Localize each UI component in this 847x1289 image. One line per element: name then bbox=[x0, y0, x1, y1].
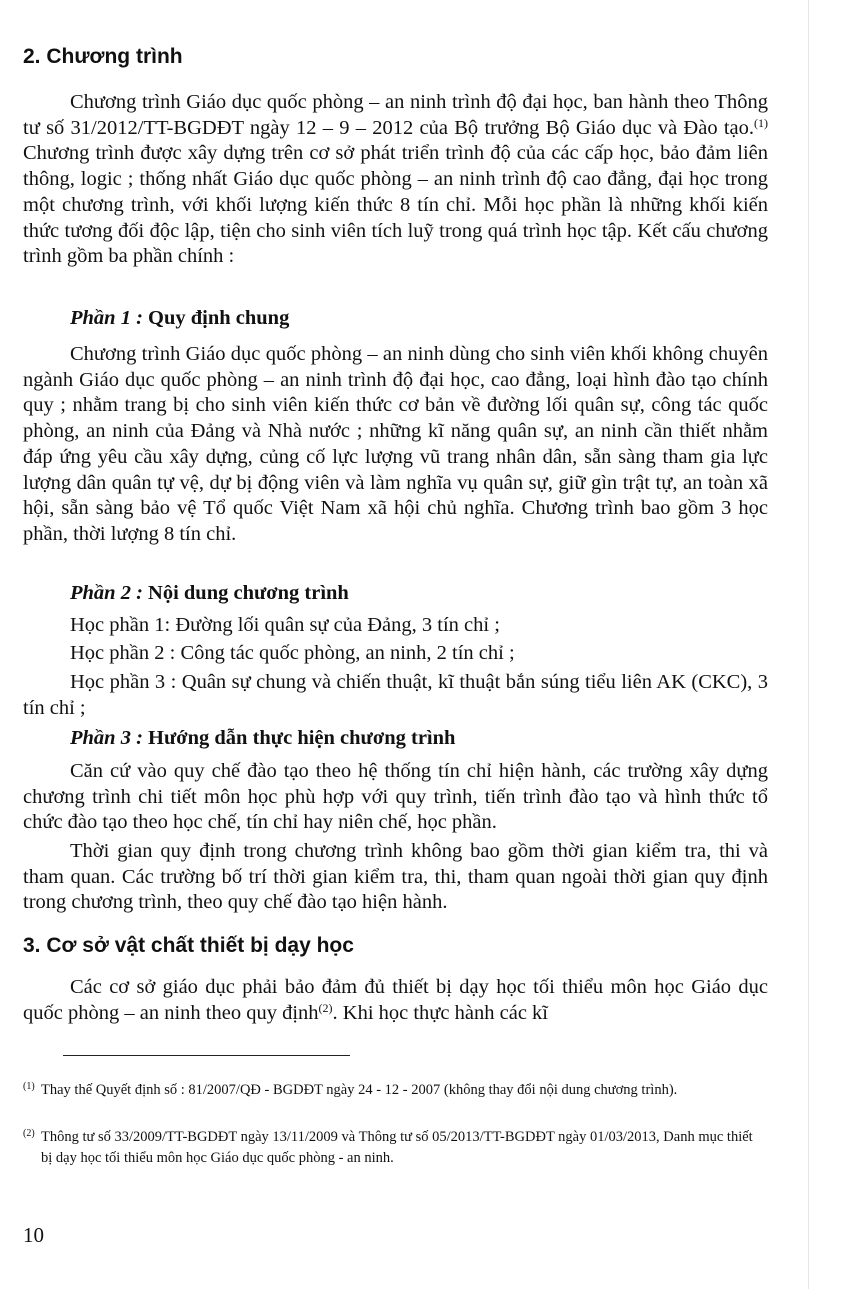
part2-module-1: Học phần 1: Đường lối quân sự của Đảng, 3 tín chỉ ; bbox=[70, 614, 500, 636]
program-intro-text-b: Chương trình được xây dựng trên cơ sở phát triển trình độ của các cấp học, bảo đảm liên thông, logic ; thống nhất Giáo dục quốc phòng – an ninh trình độ cao đẳng, đại học trong một chương trình, với khối lượng kiến thức 8 tín chỉ. Mỗi học phần là những khối kiến thức tương đối độc lập, tiện cho sinh viên tích luỹ trong quá trình học tập. Kết cấu chương trình gồm ba phần chính : bbox=[23, 142, 768, 268]
footnote-ref-1: (1) bbox=[754, 115, 768, 130]
footnote-1-mark: (1) bbox=[23, 1081, 35, 1092]
part2-module-3: Học phần 3 : Quân sự chung và chiến thuật, kĩ thuật bắn súng tiểu liên AK (CKC), 3 tín chỉ ; bbox=[23, 671, 768, 719]
part3-heading bbox=[70, 726, 455, 752]
section-heading-program: 2. Chương trình bbox=[23, 45, 183, 68]
facilities-paragraph bbox=[23, 975, 768, 1026]
scan-edge-line bbox=[808, 0, 809, 1289]
part2-heading bbox=[70, 581, 349, 607]
footnote-1 bbox=[23, 1080, 765, 1101]
part3-label: Phần 3 : bbox=[70, 727, 143, 749]
footnote-divider bbox=[63, 1055, 350, 1056]
footnote-2-text: Thông tư số 33/2009/TT-BGDĐT ngày 13/11/2009 và Thông tư số 05/2013/TT-BGDĐT ngày 01/03/2013, Danh mục thiết bị dạy học tối thiểu môn học Giáo dục quốc phòng - an ninh. bbox=[41, 1129, 753, 1166]
part3-title: Hướng dẫn thực hiện chương trình bbox=[142, 727, 456, 749]
part2-title: Nội dung chương trình bbox=[142, 582, 349, 604]
page-number: 10 bbox=[23, 1223, 44, 1247]
facilities-text-a: Các cơ sở giáo dục phải bảo đảm đủ thiết bị dạy học tối thiểu môn học Giáo dục quốc phòng – an ninh theo quy định bbox=[23, 976, 768, 1024]
part3-paragraph-1: Căn cứ vào quy chế đào tạo theo hệ thống tín chỉ hiện hành, các trường xây dựng chương trình chi tiết môn học phù hợp với quy trình, tiến trình đào tạo và hình thức tổ chức đào tạo theo học chế, tín chỉ hay niên chế, học phần. bbox=[23, 760, 768, 834]
part2-module-2: Học phần 2 : Công tác quốc phòng, an ninh, 2 tín chỉ ; bbox=[70, 642, 515, 664]
program-intro-text-a: Chương trình Giáo dục quốc phòng – an ninh trình độ đại học, ban hành theo Thông tư số 31/2012/TT-BGDĐT ngày 12 – 9 – 2012 của Bộ trưởng Bộ Giáo dục và Đào tạo. bbox=[23, 91, 768, 139]
footnote-2-mark: (2) bbox=[23, 1128, 35, 1139]
footnote-2 bbox=[23, 1127, 765, 1169]
facilities-text-b: . Khi học thực hành các kĩ bbox=[332, 1001, 548, 1024]
part3-paragraph-2: Thời gian quy định trong chương trình không bao gồm thời gian kiểm tra, thi và tham quan. Các trường bố trí thời gian kiểm tra, thi, tham quan ngoài thời gian quy định trong chương trình, theo quy chế đào tạo hiện hành. bbox=[23, 840, 768, 914]
part1-paragraph: Chương trình Giáo dục quốc phòng – an ninh dùng cho sinh viên khối không chuyên ngành Giáo dục quốc phòng – an ninh trình độ đại học, cao đẳng, loại hình đào tạo chính quy ; nhằm trang bị cho sinh viên kiến thức cơ bản về đường lối quân sự, công tác quốc phòng, an ninh của Đảng và Nhà nước ; những kĩ năng quân sự, an ninh cần thiết nhằm đáp ứng yêu cầu xây dựng, củng cố lực lượng vũ trang nhân dân, sẵn sàng tham gia lực lượng dân quân tự vệ, dự bị động viên và làm nghĩa vụ quân sự, giữ gìn trật tự, an toàn xã hội, sẵn sàng bảo vệ Tổ quốc Việt Nam xã hội chủ nghĩa. Chương trình bao gồm 3 học phần, thời lượng 8 tín chỉ. bbox=[23, 343, 768, 545]
part1-heading bbox=[70, 306, 289, 332]
footnote-ref-2: (2) bbox=[318, 1000, 333, 1015]
part2-label: Phần 2 : bbox=[70, 582, 143, 604]
section-heading-facilities: 3. Cơ sở vật chất thiết bị dạy học bbox=[23, 934, 354, 957]
footnote-1-text: Thay thế Quyết định số : 81/2007/QĐ - BGDĐT ngày 24 - 12 - 2007 (không thay đổi nội dung chương trình). bbox=[41, 1082, 678, 1098]
program-intro-paragraph bbox=[23, 90, 768, 270]
part1-label: Phần 1 : bbox=[70, 307, 143, 329]
part1-title: Quy định chung bbox=[142, 307, 290, 329]
